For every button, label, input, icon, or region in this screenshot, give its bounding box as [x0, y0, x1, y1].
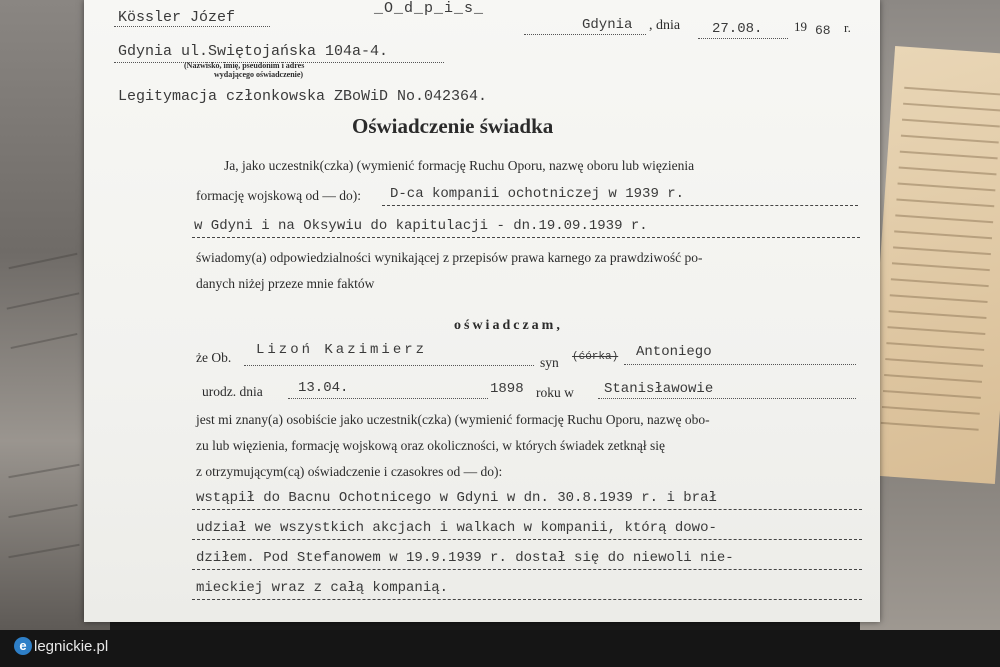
declare-heading: oświadczam,: [454, 318, 563, 333]
father-name: Antoniego: [636, 344, 712, 360]
year-suffix: 68: [815, 23, 831, 38]
city: Gdynia: [582, 17, 633, 33]
born-year-label: roku w: [536, 385, 574, 400]
year-prefix: 19: [794, 19, 807, 34]
testimony-line-3: dziłem. Pod Stefanowem w 19.9.1939 r. dostał się do niewoli nie-: [196, 550, 734, 566]
intro-line-2-label: formację wojskową od — do):: [196, 188, 361, 203]
intro-line-4: świadomy(a) odpowiedzialności wynikającej z przepisów prawa karnego za prawdziwość po-: [196, 250, 703, 265]
address-caption-2: wydającego oświadczenie): [214, 70, 304, 79]
intro-line-1: Ja, jako uczestnik(czka) (wymienić formację Ruchu Oporu, nazwę oboru lub więzienia: [224, 158, 695, 173]
born-year: 1898: [490, 381, 524, 397]
footer-bar: [0, 630, 1000, 667]
born-date: 13.04.: [298, 380, 349, 396]
date: 27.08.: [712, 21, 763, 37]
body-line-1: jest mi znany(a) osobiście jako uczestnik(czka) (wymienić formację Ruchu Oporu, nazwę obo-: [196, 412, 710, 427]
intro-line-2-value: D-ca kompanii ochotniczej w 1939 r.: [390, 186, 685, 202]
membership-card: Legitymacja członkowska ZBoWiD No.042364.: [118, 88, 488, 105]
year-r: r.: [844, 20, 851, 35]
body-line-3: z otrzymującym(cą) oświadczenie i czasokres od — do):: [196, 464, 503, 479]
intro-line-5: danych niżej przeze mnie faktów: [196, 276, 375, 291]
testimony-line-4: mieckiej wraz z całą kompanią.: [196, 580, 449, 596]
testimony-line-2: udział we wszystkich akcjach i walkach w kompanii, którą dowo-: [196, 520, 717, 536]
date-prefix: , dnia: [649, 18, 681, 33]
site-watermark: [14, 633, 108, 659]
document-title: Oświadczenie świadka: [352, 114, 554, 138]
witness-subject-name: Lizoń Kazimierz: [256, 342, 428, 358]
issuer-address: Gdynia ul.Swiętojańska 104a-4.: [118, 43, 389, 60]
born-place: Stanisławowie: [604, 381, 714, 397]
body-line-2: zu lub więzienia, formację wojskową oraz okoliczności, w których świadek zetknął się: [196, 438, 665, 453]
born-label: urodz. dnia: [202, 384, 263, 399]
logo-icon: e: [14, 637, 32, 655]
site-brand: legnickie.pl: [34, 637, 109, 655]
intro-line-3-value: w Gdyni i na Oksywiu do kapitulacji - dn.19.09.1939 r.: [194, 218, 648, 234]
son-label: syn: [540, 355, 559, 370]
ob-label: że Ob.: [196, 350, 232, 365]
address-caption-1: (Nazwisko, imię, pseudonim i adres: [184, 61, 305, 70]
issuer-name: Kössler Józef: [118, 9, 236, 26]
copy-mark: _O_d_p_i_s_: [374, 0, 485, 17]
son-crossed: (ćórka): [572, 351, 619, 363]
witness-statement-document: [84, 0, 880, 622]
testimony-line-1: wstąpił do Bacnu Ochotnicego w Gdyni w dn. 30.8.1939 r. i brał: [196, 490, 717, 506]
